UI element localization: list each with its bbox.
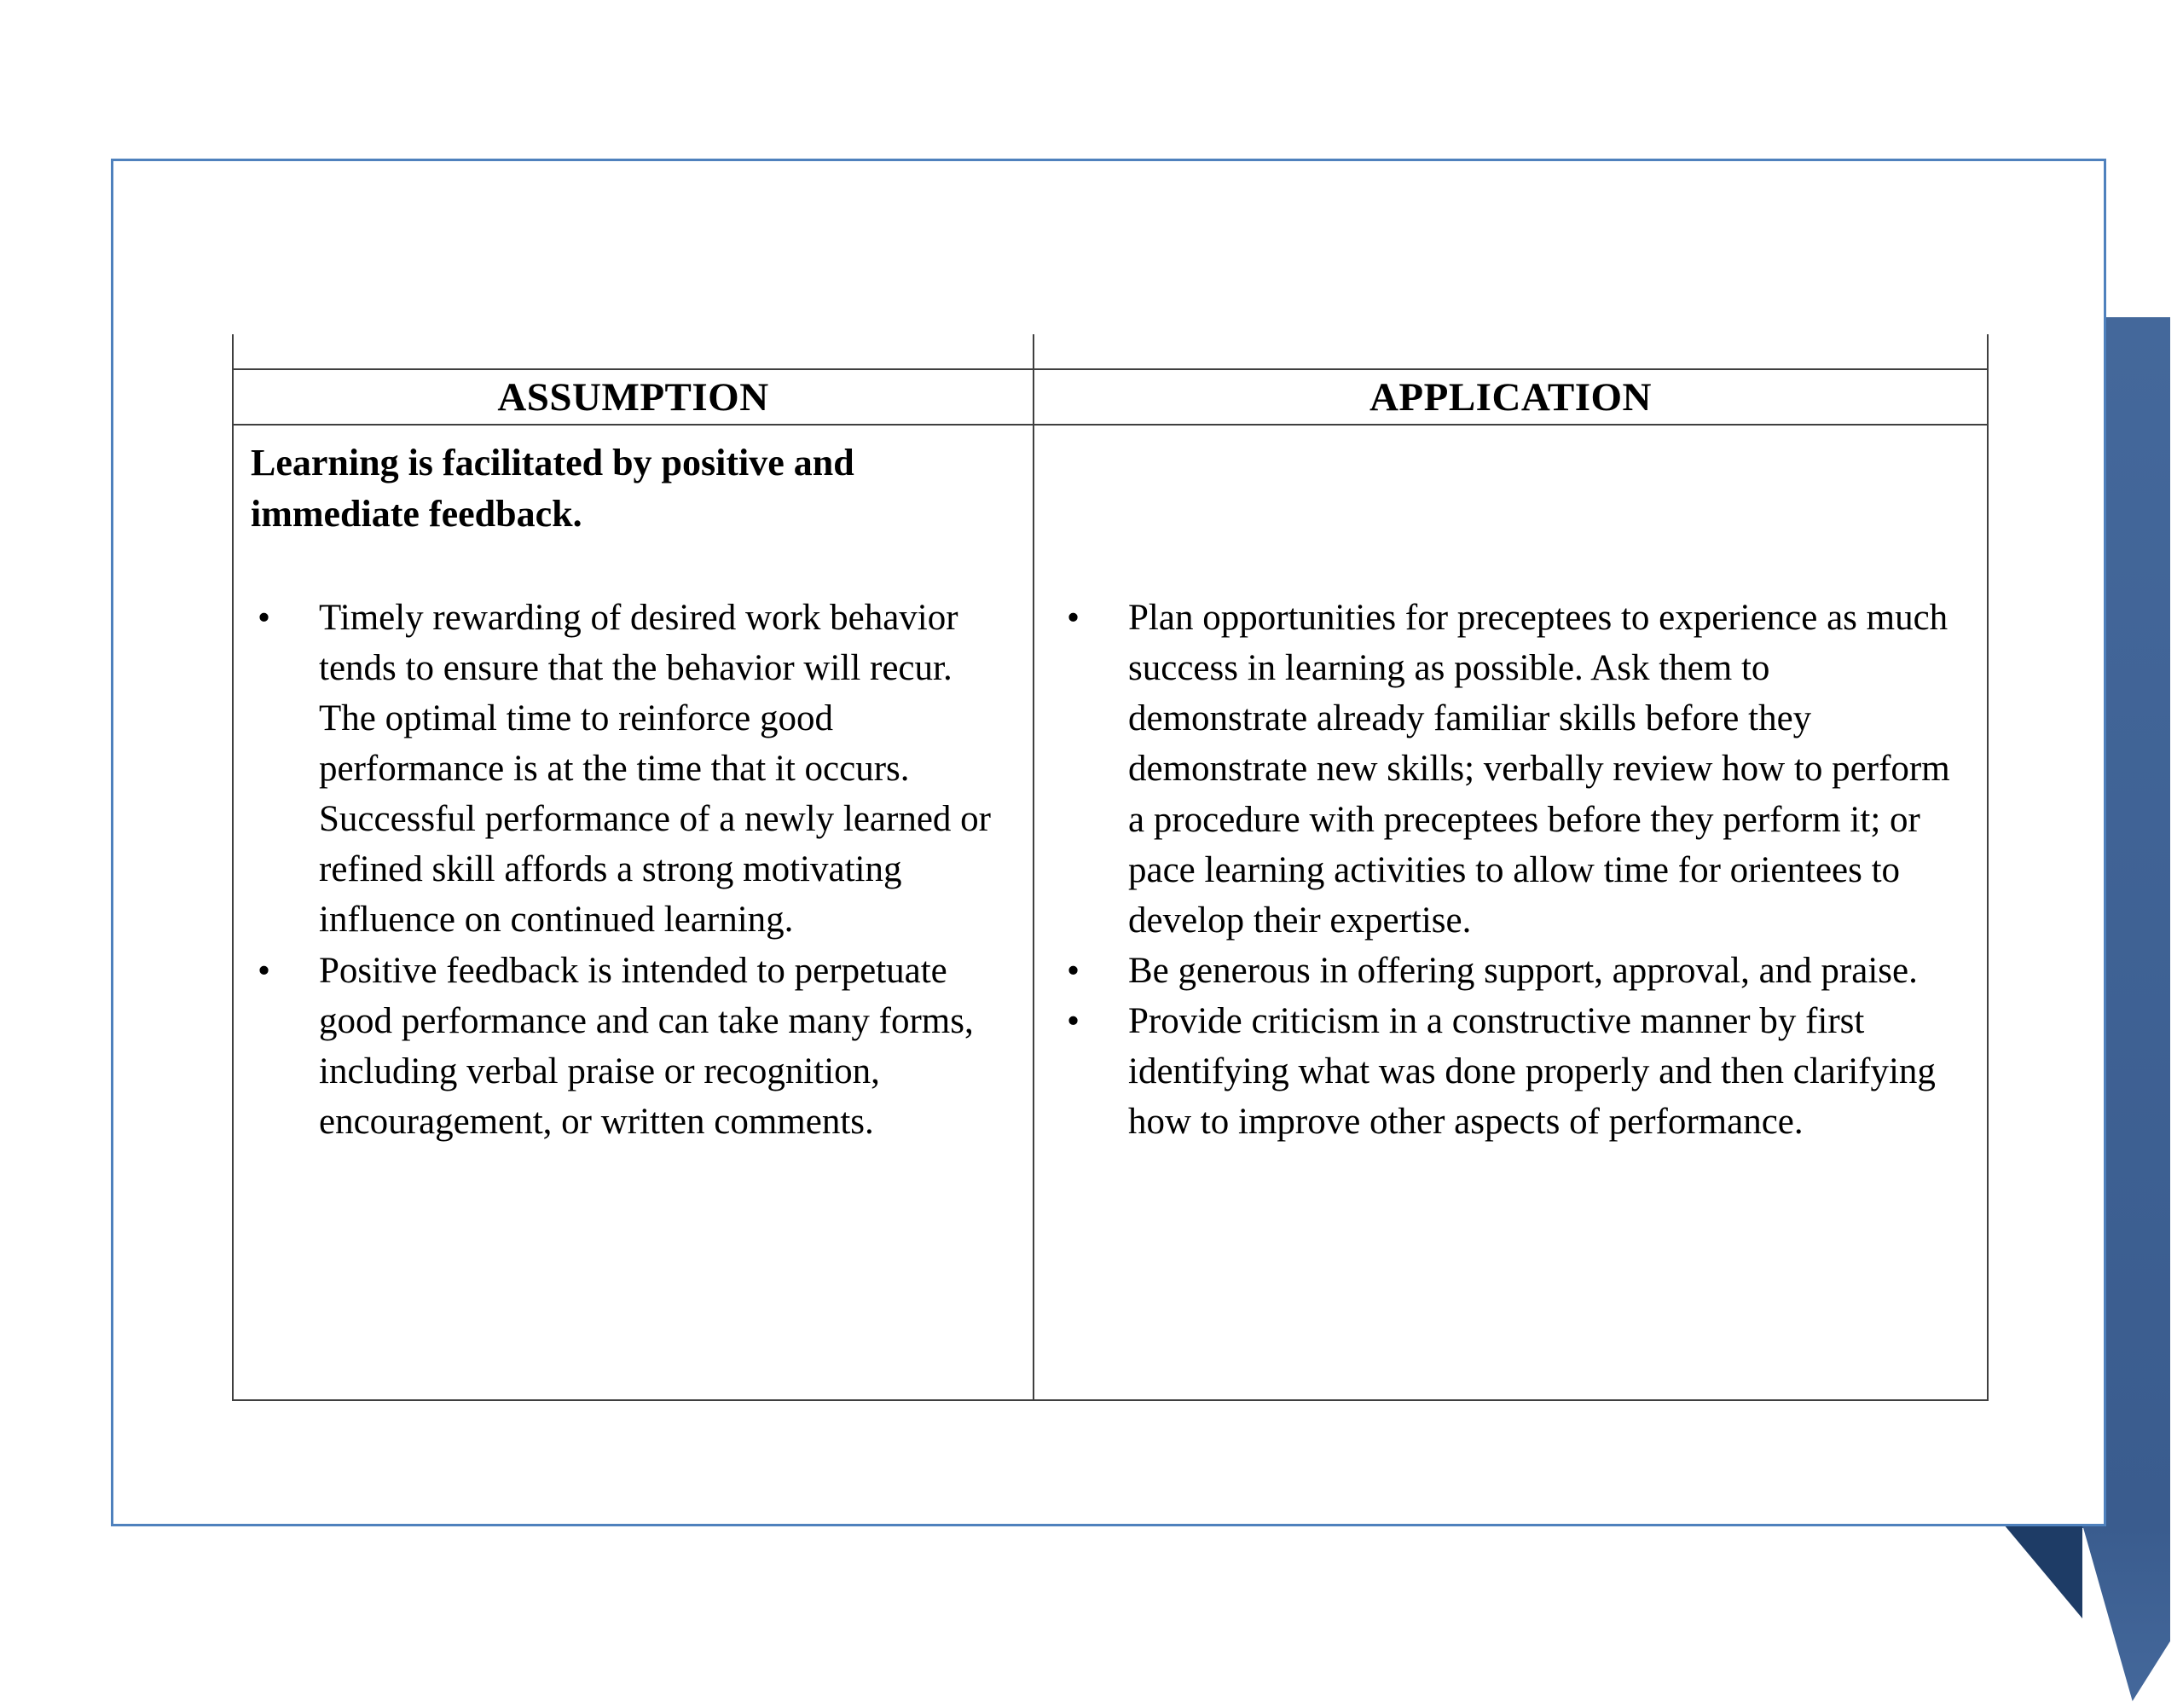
bullet-text: Plan opportunities for preceptees to experience as much success in learning as possible. Ask them to demonstrate already familiar skills before they demonstrate new skills; verbally review how to perform a procedure with preceptees before they perform it; or pace learning activities to allow time for orientees to develop their expertise. <box>1128 598 1950 941</box>
column-header-assumption: ASSUMPTION <box>232 370 1034 424</box>
list-item <box>1067 593 1953 946</box>
table-body-row <box>232 426 1989 1401</box>
application-bullet-list <box>1060 593 1953 1147</box>
bullet-icon: • <box>1067 598 1080 638</box>
application-top-spacer <box>1060 437 1953 593</box>
application-cell <box>1034 426 1989 1399</box>
list-item <box>1067 946 1953 996</box>
bullet-text: Be generous in offering support, approval, and praise. <box>1128 950 1918 991</box>
bullet-text: Positive feedback is intended to perpetuate good performance and can take many forms, including verbal praise or recognition, encouragement, or written comments. <box>319 950 974 1142</box>
table-top-stub-row <box>232 334 1989 368</box>
bullet-text: Provide criticism in a constructive manner by first identifying what was done properly and then clarifying how to improve other aspects of performance. <box>1128 1001 1936 1143</box>
stub-cell-right <box>1034 334 1989 368</box>
table-header-row <box>232 368 1989 426</box>
assumption-cell <box>232 426 1034 1399</box>
list-item <box>258 946 992 1148</box>
bullet-icon: • <box>1067 1001 1080 1041</box>
page-shadow-fold-triangle <box>2004 1525 2082 1618</box>
assumption-application-table <box>232 334 1989 1401</box>
page-shadow-ribbon-tail <box>2082 1525 2170 1701</box>
assumption-heading: Learning is facilitated by positive and immediate feedback. <box>251 442 854 535</box>
list-item <box>1067 996 1953 1147</box>
list-item <box>258 593 992 946</box>
bullet-text: Timely rewarding of desired work behavior tends to ensure that the behavior will recur. The optimal time to reinforce good performance is at the time that it occurs. Successful performance of a newly learned or refined skill affords a strong motivating influence on continued learning. <box>319 597 991 941</box>
bullet-icon: • <box>1067 950 1080 991</box>
document-page <box>111 159 2106 1526</box>
bullet-icon: • <box>258 950 271 991</box>
column-header-application: APPLICATION <box>1034 370 1989 424</box>
assumption-bullet-list <box>251 593 992 1147</box>
bullet-icon: • <box>258 597 271 638</box>
stub-cell-left <box>232 334 1034 368</box>
